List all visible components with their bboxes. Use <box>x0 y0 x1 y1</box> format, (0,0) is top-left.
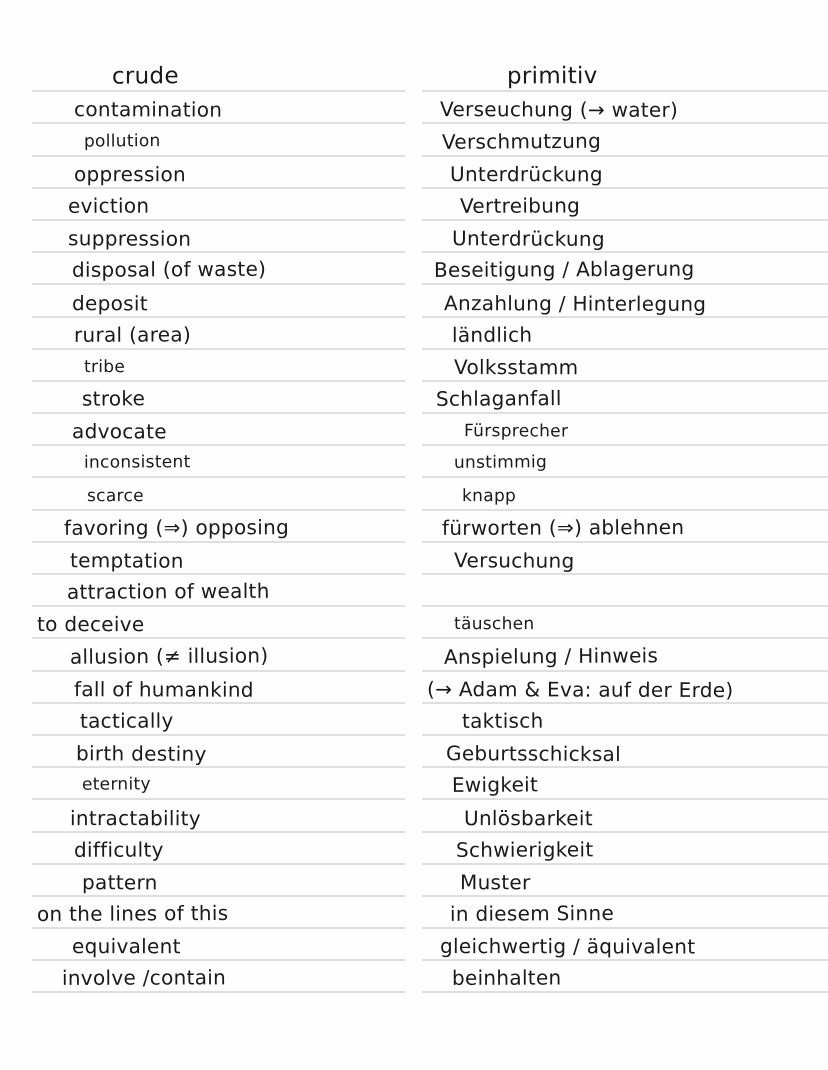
vocab-translation <box>422 604 454 605</box>
vocab-translation: Anzahlung / Hinterlegung <box>444 290 707 316</box>
vocab-row-german <box>422 607 828 639</box>
vocab-row-german <box>422 478 828 510</box>
vocab-term: favoring (⇒) opposing <box>63 514 290 540</box>
vocab-translation: Muster <box>460 870 531 895</box>
vocab-term: eternity <box>81 774 151 796</box>
vocab-term: disposal (of waste) <box>71 257 267 283</box>
vocab-translation: taktisch <box>461 708 544 733</box>
vocab-row-german <box>422 961 828 993</box>
vocab-term: contamination <box>74 97 223 123</box>
vocab-row-german <box>422 189 828 221</box>
vocab-term: deposit <box>72 290 148 315</box>
vocab-term: scarce <box>87 485 144 506</box>
vocab-term: equivalent <box>72 934 181 959</box>
german-column <box>422 60 828 993</box>
vocab-row-german <box>422 672 828 704</box>
vocab-row-english <box>32 414 405 446</box>
vocab-term: rural (area) <box>73 322 192 347</box>
vocab-translation: ländlich <box>451 322 533 347</box>
vocab-row-english <box>32 800 405 832</box>
vocab-row-english <box>32 318 405 350</box>
vocab-row-german <box>422 285 828 317</box>
vocab-translation: fürworten (⇒) ablehnen <box>441 514 685 540</box>
vocab-row-german <box>422 639 828 671</box>
vocab-term: birth destiny <box>76 741 207 767</box>
vocab-row-german <box>422 575 828 607</box>
vocab-term: intractability <box>70 805 201 830</box>
vocab-term: on the lines of this <box>36 901 229 927</box>
vocab-row-german <box>422 897 828 929</box>
vocab-row-german <box>422 221 828 253</box>
vocab-term: tribe <box>84 356 126 378</box>
vocab-row-english <box>32 253 405 285</box>
vocab-translation: Anspielung / Hinweis <box>443 642 659 669</box>
vocab-translation: in diesem Sinne <box>449 901 615 926</box>
english-column <box>32 60 405 993</box>
vocab-row-german <box>422 253 828 285</box>
vocab-term: allusion (≠ illusion) <box>69 642 269 669</box>
vocab-translation: Vertreibung <box>459 193 581 218</box>
vocab-row-english <box>32 672 405 704</box>
vocab-term: attraction of wealth <box>66 578 270 605</box>
vocab-row-english <box>32 833 405 865</box>
vocab-translation: Geburtsschicksal <box>446 741 622 767</box>
vocab-translation: knapp <box>462 485 517 506</box>
vocab-row-english <box>32 92 405 124</box>
vocab-row-english <box>32 607 405 639</box>
vocab-row-german <box>422 768 828 800</box>
vocab-translation: Volksstamm <box>454 354 579 380</box>
vocab-term: pattern <box>82 870 158 895</box>
vocab-translation: Unlösbarkeit <box>464 805 593 830</box>
vocab-translation: Fürsprecher <box>464 421 569 442</box>
vocab-translation: unstimmig <box>453 452 548 474</box>
vocab-term: to deceive <box>37 612 145 637</box>
vocab-row-german <box>422 350 828 382</box>
vocab-term: crude <box>111 63 179 90</box>
vocab-term: stroke <box>81 386 146 411</box>
vocab-term: eviction <box>67 193 150 218</box>
vocab-row-english <box>32 736 405 768</box>
vocab-translation: Beseitigung / Ablagerung <box>433 256 695 283</box>
vocab-translation: Schlaganfall <box>435 386 562 411</box>
vocab-translation: Versuchung <box>454 548 575 573</box>
vocab-translation: gleichwertig / äquivalent <box>440 934 696 959</box>
vocab-row-english <box>32 575 405 607</box>
vocab-translation: beinhalten <box>451 965 562 991</box>
vocab-translation: (→ Adam & Eva: auf der Erde) <box>427 676 734 702</box>
vocab-row-german <box>422 124 828 156</box>
vocab-row-german <box>422 704 828 736</box>
vocab-term: tactically <box>79 708 174 733</box>
vocab-row-english <box>32 446 405 478</box>
vocab-row-english <box>32 60 405 92</box>
vocab-term: inconsistent <box>83 452 191 474</box>
vocab-row-german <box>422 736 828 768</box>
vocab-term: advocate <box>72 419 167 444</box>
vocab-row-german <box>422 60 828 92</box>
vocab-row-german <box>422 92 828 124</box>
vocab-row-english <box>32 189 405 221</box>
vocab-term: involve /contain <box>61 965 227 991</box>
vocab-row-english <box>32 929 405 961</box>
vocab-row-english <box>32 157 405 189</box>
vocab-row-english <box>32 350 405 382</box>
vocab-translation: primitiv <box>506 63 598 90</box>
vocab-translation: täuschen <box>454 614 535 635</box>
vocab-term: difficulty <box>73 837 164 862</box>
vocab-term: temptation <box>70 548 184 573</box>
vocab-term: fall of humankind <box>74 676 254 702</box>
vocab-row-english <box>32 285 405 317</box>
vocab-row-german <box>422 543 828 575</box>
vocab-translation: Unterdrückung <box>452 226 605 252</box>
vocab-term: oppression <box>74 161 187 187</box>
vocab-row-german <box>422 865 828 897</box>
vocab-row-german <box>422 929 828 961</box>
vocab-translation: Verschmutzung <box>441 128 602 154</box>
vocab-row-english <box>32 961 405 993</box>
vocab-row-english <box>32 768 405 800</box>
vocab-row-english <box>32 704 405 736</box>
vocab-row-english <box>32 897 405 929</box>
vocab-row-english <box>32 543 405 575</box>
vocab-row-german <box>422 157 828 189</box>
vocab-row-english <box>32 382 405 414</box>
vocab-term: suppression <box>68 226 192 251</box>
vocab-row-english <box>32 511 405 543</box>
vocab-row-german <box>422 511 828 543</box>
vocab-row-german <box>422 800 828 832</box>
vocab-translation: Schwierigkeit <box>455 837 594 862</box>
vocab-row-english <box>32 865 405 897</box>
vocab-row-english <box>32 478 405 510</box>
vocab-row-german <box>422 318 828 350</box>
vocab-translation: Ewigkeit <box>451 772 539 798</box>
vocab-translation: Unterdrückung <box>450 161 603 187</box>
vocab-row-german <box>422 833 828 865</box>
vocab-row-english <box>32 124 405 156</box>
vocab-row-german <box>422 446 828 478</box>
vocab-row-english <box>32 221 405 253</box>
vocab-row-german <box>422 382 828 414</box>
vocab-row-german <box>422 414 828 446</box>
vocab-translation: Verseuchung (→ water) <box>440 97 679 123</box>
vocab-row-english <box>32 639 405 671</box>
vocab-term: pollution <box>83 130 161 152</box>
